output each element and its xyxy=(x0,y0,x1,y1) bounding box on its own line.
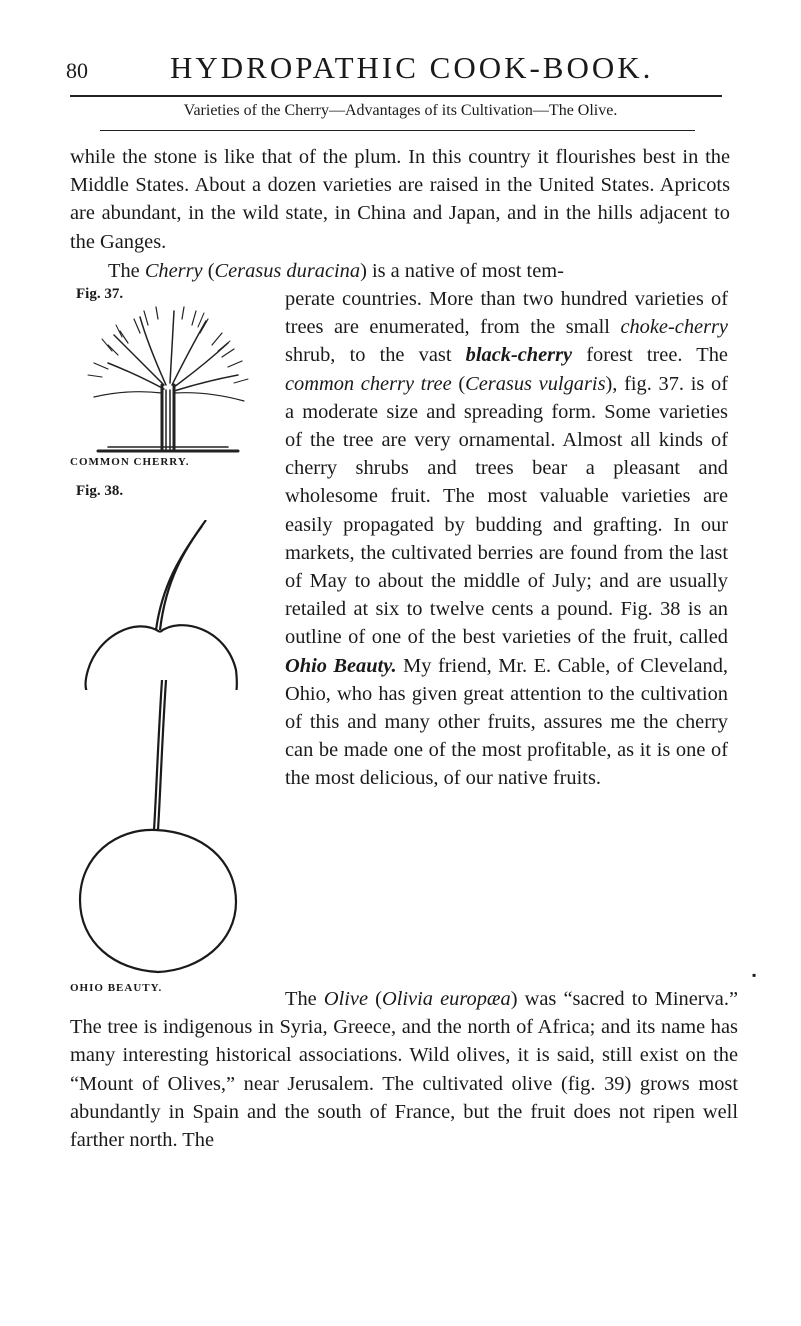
figure-38-label: Fig. 38. xyxy=(76,483,124,499)
figure-38-caption: OHIO BEAUTY. xyxy=(70,982,163,994)
header-rule xyxy=(70,95,722,97)
paragraph-olive: The Olive (Olivia europæa) was “sacred to Minerva.” The tree is indigenous in Syria, Greece, and the north of Africa; and its name has many interesting historical associations. Wild olives, it is said, still exist on the “Mount of Olives,” near Jerusalem. The cultivated olive (fig. 39) grows most abundantly in Spain and the south of France, but the fruit does not ripen well farther north. The xyxy=(70,988,738,1152)
ohio-beauty-cherry-outline xyxy=(76,520,276,690)
paragraph-apricot: while the stone is like that of the plum. In this country it flourishes best in the Middle States. About a dozen varieties are raised in the United States. Apricots are abundant, in the wild state, in China and Japan, and in the hills adjacent to the Ganges. xyxy=(70,146,730,253)
paragraph-cherry-lead: The Cherry (Cerasus duracina) is a native of most tem- xyxy=(108,260,564,282)
paragraph-cherry-column: perate countries. More than two hundred varieties of trees are enumerated, from the small choke-cherry shrub, to the vast black-cherry forest tree. The common cherry tree (Cerasus vulgaris), fig. 37. is of a moderate size and spreading form. Some varieties of the tree are very ornamental. Almost all kinds of cherry shrubs and trees bear a pleasant and wholesome fruit. The most valuable varieties are easily propagated by budding and grafting. In our markets, the cultivated berries are found from the last of May to about the middle of July; and are usually retailed at six to twelve cents a pound. Fig. 38 is an outline of one of the best varieties of the fruit, called Ohio Beauty. My friend, Mr. E. Cable, of Cleveland, Ohio, who has given great attention to the cultivation of this and many other fruits, assures me the cherry can be made one of the most profitable, as it is one of the most delicious, of our native fruits. xyxy=(285,288,728,790)
running-title: HYDROPATHIC COOK-BOOK. xyxy=(170,50,654,85)
figure-37-caption: COMMON CHERRY. xyxy=(70,456,190,468)
page-number: 80 xyxy=(66,58,88,83)
ohio-beauty-cherry-body xyxy=(76,680,246,980)
figure-37-label: Fig. 37. xyxy=(76,286,124,302)
subtitle-rule xyxy=(100,130,695,131)
cherry-tree-illustration xyxy=(78,305,258,455)
print-mark: ▪ xyxy=(752,968,757,982)
page-subtitle: Varieties of the Cherry—Advantages of its Cultivation—The Olive. xyxy=(183,102,618,119)
